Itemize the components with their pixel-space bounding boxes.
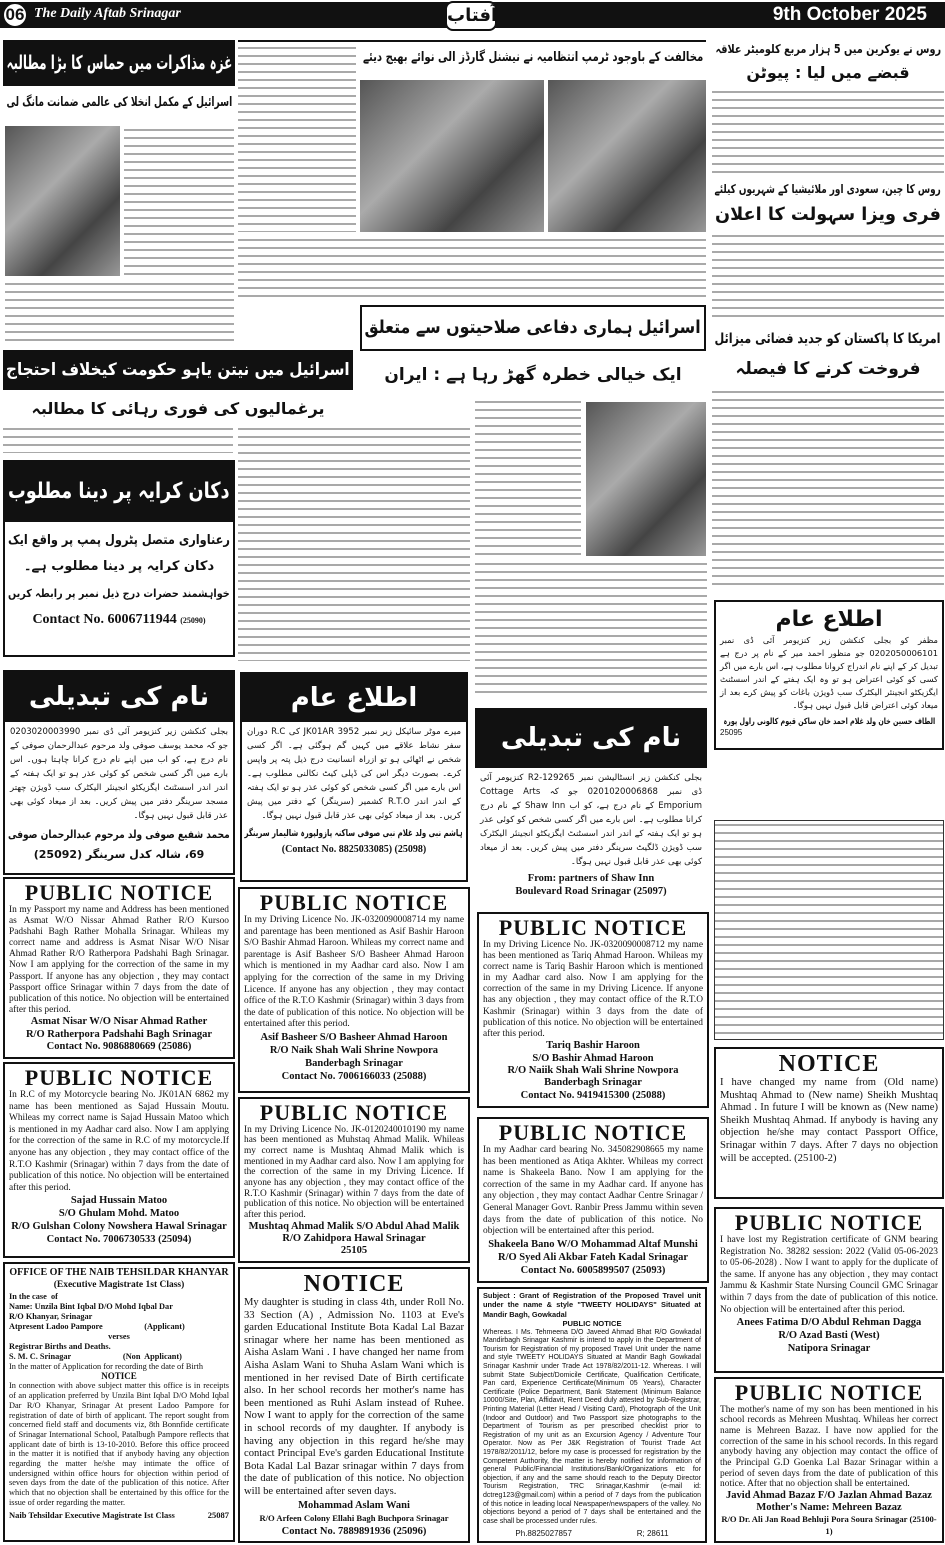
notice-title: NOTICE (303, 1271, 405, 1297)
box-content (720, 604, 938, 738)
box-content (720, 1051, 938, 1165)
fit-text: اسرائیل کے مکمل انخلا کی عالمی ضمانت مانگ لی (6, 94, 232, 110)
missile-headline-2 (712, 354, 944, 382)
urdu-body-text (3, 425, 233, 453)
national-guard-photo-2 (548, 80, 706, 232)
urdu-body-text (475, 560, 707, 698)
notice-signature: Contact No. 9086880669 (25086) (46, 1041, 192, 1053)
notice-title: PUBLIC NOTICE (498, 915, 688, 940)
public-info-ad (714, 600, 944, 750)
notice-signature: R/O Azad Basti (West) (778, 1330, 880, 1342)
fit-text: اطلاع عام (775, 606, 883, 632)
russia-headline-2 (712, 60, 944, 84)
ad-body: بجلی کنکشن زیر کنزیومر آئی ڈی نمبر 0203020003990 جو کہ محمد یوسف صوفی ولد مرحوم عبدالرحمان صوفی کے نام درج ہے، کو اب میں اپنے نام درج کرانا چاہتا ہوں۔ اس بارے میں اگر کسی شخص کو کوئی عذر ہو تو ایک ہفتہ کے اندر اندر اسسٹنٹ ایگزیکٹو انجینئر الیکٹرک سب ڈویژن چھتر مسجد سرینگر دفتر میں پیش کریں۔ بعد از میعاد کوئی بھی عذر قابل قبول نہیں ہوگا۔ (10, 727, 228, 821)
notice-body: The mother's name of my son has been mentioned in his school records as Mehreen Mushtaq. Whileas her correct name is Mehreen Bazaz. I have now applied for the correction of the same in his school records. In this regard anybody having any objection may contact the office of the Principal G.D Goenka Lal Bazar Srinagar within a period of seven days from the date of publication of this notice. After that no objection shall be entertained. (720, 1404, 938, 1490)
ad-ref: 25095 (720, 728, 743, 737)
box-content (9, 1266, 229, 1520)
notice-signature: Javid Ahmad Bazaz F/O Jazlan Ahmad Bazaz (726, 1490, 932, 1502)
ad-contact: (Contact No. 8825033085) (25098) (281, 844, 427, 855)
notice-title: PUBLIC NOTICE (734, 1210, 924, 1235)
shop-ad-line (5, 556, 233, 576)
notice-signature: R/O Arfeen Colony Ellahi Bagh Buchpora Srinagar (259, 1512, 449, 1523)
shop-ad-title (5, 462, 233, 522)
notice-signature: Contact No. 9419415300 (25088) (520, 1089, 666, 1101)
notice-signature: S/O Ghulam Mohd. Matoo (58, 1208, 180, 1220)
ad-sign: From: partners of Shaw Inn (527, 873, 655, 884)
notice-signature: Contact No. 6005899507 (25093) (520, 1264, 666, 1276)
tehsildar-notice (3, 1262, 235, 1542)
notice-signature: R/O Ratherpora Padshahi Bagh Srinagar (25, 1028, 213, 1040)
notice-signature: R/O Naiik Shah Wali Shrine Nowpora (507, 1065, 679, 1076)
ad-title (242, 674, 466, 722)
notice-signature: Anees Fatima D/O Abdul Rehman Dagga (736, 1317, 922, 1329)
fit-text: دکان کرایہ پر دینا مطلوب (8, 479, 230, 504)
ad-body: مظفر کو بجلی کنکشن زیر کنزیومر آئی ڈی نمبر 0202050006101 جو منظور احمد میر کے نام پر درج ہے تبدیل کر کے اپنے نام اندراج کروانا مطلوب ہے، اس بارے میں اگر کسی کو کوئی اعتراض ہو تو وہ ایک ہفتے کے اندر اسسٹنٹ ایگزیکٹو انجینئر الیکٹرک سب ڈویژن باغات کو پیش کرے بعد از میعاد کوئی اعتراض قابل قبول نہیں ہوگا۔ (720, 635, 938, 710)
ad-ref: (25090) (180, 616, 206, 625)
fit-text: روس کا چین، سعودی اور ملائیشیا کے شہریوں کیلئے (714, 182, 942, 196)
box-content (244, 1271, 464, 1538)
notice-signature: Asif Basheer S/O Basheer Ahmad Haroon (260, 1031, 448, 1043)
notice-body: In my Aadhar card bearing No. 345082908665 my name has been mentioned as Atiqa Akhter. Whileas my correct name is Shakeela Bano. Now I am applying for the correction of the same in my Aadhar card. If anyone has any objection , they may contact Aadhar Centre Srinagar / General Manager Govt. Ranbir Press Jammu within seven days from the date of publication of this notice. No objection will be entertained after this period. (483, 1145, 703, 1237)
notice-body: I have lost my Registration certificate of GNM bearing Registration No. 38282 session: 2022 (Valid 05-06-2023 to 05-06-2028) . Now I want to apply for the duplicate of the same. If anyone has any objection , they may contact Jammu & Kashmir State Nursing Council GMC Srinagar within 7 days from the date of publication of this notice. No objection will be entertained after this period. (720, 1235, 938, 1315)
box-content (720, 1381, 938, 1538)
notice-signature: Natipora Srinagar (787, 1343, 871, 1355)
guard-headline (360, 46, 706, 68)
notice-body: In my Driving Licence No. JK-0320090008712 my name has been mentioned as Tariq Ahmad Haroon. Whileas my correct name is Tariq Bashir Haroon which is mentioned in my Aadhar card also. Now I am applying for the correction of the same in my Driving Licence. If anyone has any objection , they may contact office of the R.T.O Kashmir (Srinagar) within 3 days from the date of publication of this notice. No objection will be entertained after this period. (483, 939, 703, 1039)
box-content (483, 916, 703, 1102)
fit-text: یرغمالیوں کی فوری رہائی کا مطالبہ (31, 398, 325, 418)
box-content (9, 1066, 229, 1246)
notice-title: NOTICE (101, 1371, 137, 1382)
notice-title: PUBLIC NOTICE (24, 1065, 214, 1090)
notice-signature: Mushtaq Ahmad Malik S/O Abdul Ahad Malik (248, 1220, 460, 1232)
urdu-body-text (124, 126, 234, 276)
notice-signature: R/O Syed Ali Akbar Fateh Kadal Srinagar (498, 1251, 688, 1263)
notice-title: PUBLIC NOTICE (562, 1319, 622, 1329)
fit-text: مخالفت کے باوجود ٹرمپ انتظامیہ نے نیشنل گارڈز الی نوائے بھیج دیئے (362, 49, 704, 65)
fit-text: ایک خیالی خطرہ گھڑ رہا ہے : ایران (384, 364, 682, 385)
office-rank: (Executive Magistrate 1st Class) (53, 1280, 185, 1290)
fit-text: روس نے یوکرین میں 5 ہزار مربع کلومیٹر علاقہ (715, 42, 941, 56)
box-content (242, 674, 466, 855)
tourism-notice (477, 1287, 707, 1543)
ad-body: بجلی کنکشن زیر انسٹالیشن نمبر 129265-R2 کنزیومر آئی ڈی نمبر 0201020006868 جو کہ Cottage Arts Emporium کے نام درج ہے، کو اب Shaw Inn کے نام درج کرانا مطلوب ہے۔ اس بارے میں اگر کسی شخص کو کوئی عذر ہو تو ایک ہفتہ کے اندر اندر اسسٹنٹ ایگزیکٹو انجینئر الیکٹرک سب ڈویژن ڈلگیٹ سرینگر دفتر میں پیش کریں۔ بعد از میعاد کوئی بھی عذر قابل قبول نہیں ہوگا۔ (480, 773, 702, 867)
notice-signature: R/O Gulshan Colony Nowshera Hawal Srinagar (11, 1221, 227, 1233)
notice-title: PUBLIC NOTICE (24, 880, 214, 905)
urdu-body-text (712, 88, 944, 176)
notice-body: Whereas. I Ms. Tehmeena D/O Javeed Ahmad Bhat R/O Gowkadal Mandirbagh Srinagar Kashmir is intend to apply in the Department of Tourism for Registration of my proposed Travel Unit under the name and style TWEETY HOLIDAYS Situated at Mandir Bagh Gowkadal Srinagar Kashmir under Trade Act 1978/82/2011-12. Whereas. I will submit State Subject/Domicile Certificate, Qualification Certificate, Pan card, Experience Certificate(Minimum 05 Years), Character Certificate (Police Department, Bank Statement (Minimum Balance 10000/Site, Plan, Affidavit, Rent Deed duly attested by Sub-Registrar, Printing Material (Letter Head / Visiting Card), Photograph of the Unit (Indoor and Outdoor) and Two Passport size photographs to the Department of Tourism as per prescribed checklist prior to Registration of my unit as an Excursion Agency / Adventure Tour Operator. Now as Per J&K Registration of Tourist Trade Act 1978/82/2011/12, before my case is processed for registration by the Competent Authority, the matter is hereby notified for information of general Public/Financial Institutions/Bank/Organizations etc for objection, if any and the same should reach to the Deputy Director Tourism Registration, TRC Srinagar,Kashmir (e-mail id: dctreg123@gmail.com) within a period of 7 days from the publication of this notice in leading local Newspaper/newspapers of the valley. No objections beyond a period of 7 days shall be entertained and the case shall be processed under rules. (483, 1328, 701, 1525)
matter-line: In the matter of Application for recording the date of Birth (9, 1362, 203, 1371)
fit-text: 69، شالہ کدل سرینگر (25092) (33, 847, 205, 861)
box-content (5, 672, 233, 862)
fit-text: محمد شفیع صوفی ولد مرحوم عبدالرحمان صوفی (8, 827, 230, 841)
notice-body: In R.C of my Motorcycle bearing No. JK01AN 6862 my name has been mentioned as Sajad Hussain Moutu. Whileas my correct name is Sajad Hussain Matoo which is mentioned in my Aadhar card also. Now I am applying for the correction of the same in R.C of my motorcycle.If anyone has any objection , they may contact office of the R.T.O Kashmir (Srinagar) within 7 days from the date of publication of this notice. No objection will be entertained after this period. (9, 1090, 229, 1193)
notice-signature: Shakeela Bano W/O Mohammad Altaf Munshi (488, 1238, 698, 1250)
notice-signature: Banderbagh Srinagar (544, 1077, 642, 1089)
public-notice (238, 1267, 470, 1543)
ad-body: میرے موٹر سائیکل زیر نمبر JK01AR 3952 کی R.C دوران سفر نشاط علاقے میں کہیں گم ہوگئی ہے۔ اگر کسی شخص نے اٹھائی ہو تو ازراہ انسانیت درج ذیل پتہ پر واپس کرے۔ بصورت دیگر اس کی ڈپلی کیٹ نکالنی مطلوب ہے۔ اس بارے میں اگر کسی شخص کو کوئی عذر ہو تو ایک ہفتہ کے اندر اندر R.T.O کشمیر (سرینگر) کے دفتر میں پیش کریں۔ بعد از میعاد کوئی بھی عذر قابل قبول نہیں ہوگا۔ (247, 727, 461, 821)
case-line: R/O Khanyar, Srinagar (9, 1312, 93, 1321)
notice-body: My daughter is studing in class 4th, under Roll No. 33 Section (A) , Admission No. 1103 at Eve's garden Educational Institute Bota Kadal Lal Bazar srinagar where her name has been mentioned as Aisha Aslam Wani . I have changed her name from Aisha Aslam Wani to Shuha Aslam Wani which is mentioned in her revised Date of Birth certificate also. In her school records her mother's name has been mentioned as Ruhi Aslam instead of Ruhee. Now I want to apply for the correction of the same in school records of my daughter. If anybody is having any objection in this regard he/she may contact Principal Eve's garden Educational Institute Bota Kadal Lal Bazar srinagar within 7 days from the date of publication of this notice. No objection will be entertained after seven days. (244, 1297, 464, 1497)
notice-signature: R/O Dr. Ali Jan Road Behluji Pora Soura Srinagar (25100-1) (721, 1514, 937, 1536)
ad-sign (720, 715, 938, 728)
russia-headline-1 (712, 40, 944, 58)
notice-signature: Mohammad Aslam Wani (298, 1499, 410, 1511)
urdu-tehsil-notice (714, 820, 944, 1040)
notice-body: In connection with above subject matter this office is in receipts of an application preferred by Unzila Bint Iqbal D/O Mohd Iqbal Dar R/O Khanyar, Srinagar At present Ladoo Pampore for registration of date of birth of applicant. The report sought from concerned field staff and documents viz, 8th Bonnfide certificate of Srinagar International School, Patalbugh Pampore reflects that applicant date of birth is 13-10-2010. Before this office proceed in the matter it is notified that if anybody having any objection regarding the matter he/she may intimate the office of undersigned within office hours for objection within period of seven days from the date of the publication of this notice. After which that no objection shall be entertained by this office for the issue of order regarding the matter. (9, 1381, 229, 1507)
notice-signature: Contact No. 7889891936 (25096) (281, 1525, 427, 1537)
urdu-body-text (712, 388, 944, 588)
notice-signature: Asmat Nisar W/O Nisar Ahmad Rather (30, 1016, 208, 1028)
case-line: Atpresent Ladoo Pampore (Applicant) (9, 1322, 185, 1331)
urdu-body-text (238, 44, 356, 232)
fit-text: اطلاع عام (290, 683, 418, 713)
notice-title: NOTICE (778, 1051, 880, 1077)
protest-headline (3, 350, 353, 390)
paper-name: The Daily Aftab Srinagar (34, 6, 181, 21)
case-lines (9, 1292, 229, 1362)
fit-text: امریکا کا پاکستان کو جدید فضائی میزائل (714, 331, 942, 347)
notice-title: PUBLIC NOTICE (734, 1380, 924, 1405)
fit-text: فری ویزا سہولت کا اعلان (715, 203, 941, 225)
notice-signature: Tariq Bashir Haroon (546, 1040, 640, 1052)
notice-subject: Subject : Grant of Registration of the Proposed Travel unit under the name & style "TWEETY HOLIDAYS" Situated at Mandir Bagh, Gowkadal (483, 1291, 701, 1319)
case-line: Name: Unzila Bint Iqbal D/O Mohd Iqbal Dar (9, 1302, 173, 1311)
urdu-body-text (5, 280, 234, 344)
box-content (5, 462, 233, 628)
iran-headline-1 (360, 305, 706, 351)
public-notice (714, 1377, 944, 1543)
public-notice (3, 877, 235, 1059)
missile-headline-1 (712, 328, 944, 350)
office-title: OFFICE OF THE NAIB TEHSILDAR KHANYAR (9, 1267, 229, 1278)
shop-ad-line (5, 584, 233, 602)
fit-text: نام کی تبدیلی (28, 682, 210, 712)
notice-signature: Sajad Hussain Matoo (70, 1195, 168, 1207)
ad-title (720, 604, 938, 634)
notice-ref: R; 28611 (636, 1529, 669, 1539)
public-notice (714, 1047, 944, 1199)
notice-body: I have changed my name from (Old name) Mushtaq Ahmad to (New name) Sheikh Mushtaq Ahmad . In future I will be known as (New name) Sheikh Mushtaq Ahmad. If anybody is having any objection he/she may contact Passport Office, Srinagar within 7 days. After 7 days no objection will be accepted. (25100-2) (720, 1077, 938, 1164)
ad-sign (242, 826, 466, 840)
ad-address (5, 846, 233, 862)
notice-phone: Ph.8825027857 (515, 1529, 572, 1539)
notice-signature: R/O Naik Shah Wali Shrine Nowpora (269, 1044, 439, 1056)
notice-ref: 25087 (207, 1509, 229, 1520)
public-notice (477, 912, 709, 1108)
urdu-body-text (238, 425, 470, 661)
box-content (9, 881, 229, 1054)
fit-text: الطاف حسین خان ولد غلام احمد خان ساکن قیوم کالونی راول پورہ (723, 717, 935, 727)
shop-rent-ad (3, 460, 235, 657)
fit-text: فروخت کرنے کا فیصلہ (735, 358, 921, 379)
notice-sign: Naib Tehsildar Executive Magistrate Ist Class (9, 1509, 175, 1520)
public-notice (477, 1117, 709, 1283)
public-info-ad (240, 672, 468, 882)
issue-date: 9th October 2025 (772, 4, 927, 25)
page-number: 06 (2, 2, 28, 28)
notice-signature: S/O Bashir Ahmad Haroon (532, 1052, 654, 1064)
shop-ad-contact: Contact No. 6006711944 (32, 612, 177, 627)
notice-signature: Mother's Name: Mehreen Bazaz (756, 1502, 902, 1514)
fit-text: قبضے میں لیا : پیوٹن (746, 62, 910, 82)
notice-signature: 25105 (340, 1244, 368, 1256)
case-line: In the case of (9, 1292, 58, 1301)
name-change-ad (475, 708, 707, 908)
fit-text: اسرائیل ہماری دفاعی صلاحیتوں سے متعلق (364, 317, 702, 338)
case-line: verses (108, 1332, 130, 1341)
iran-minister-photo (586, 402, 706, 556)
gaza-headline (3, 40, 235, 86)
gaza-subhead (3, 92, 235, 112)
public-notice (238, 1097, 470, 1263)
notice-title: PUBLIC NOTICE (259, 890, 449, 915)
ad-title (475, 708, 707, 768)
visa-headline-1 (712, 180, 944, 198)
divider (238, 40, 706, 42)
box-content (720, 1211, 938, 1355)
notice-signature: Banderbagh Srinagar (305, 1057, 403, 1069)
urdu-body-text (475, 398, 581, 556)
fit-text: غزہ مذاکرات میں حماس کا بڑا مطالبہ (6, 52, 232, 74)
fit-text: خواہشمند حضرات درج ذیل نمبر پر رابطہ کریں (8, 586, 230, 600)
masthead-bar (0, 2, 945, 28)
notice-signature: Contact No. 7006730533 (25094) (46, 1234, 192, 1246)
notice-title: PUBLIC NOTICE (498, 1120, 688, 1145)
name-change-ad (3, 670, 235, 875)
case-line: Registrar Births and Deaths. (9, 1342, 111, 1351)
notice-body: In my Driving Licence No. JK-0120240010190 my name has been mentioned as Muhstaq Ahmad Malik. Whileas my correct name is Mushtaq Ahmad Malik which is mentioned in my Aadhar card also. Now I am applying for the correction of the same in my Driving Licence. If anyone has any objection , they may contact office of the R.T.O Kashmir (Srinagar) within 7 days from the date of publication of this notice. No objection will be entertained after this period. (244, 1124, 464, 1221)
notice-body: In my Driving Licence No. JK-0320090008714 my name and parentage has been mentioned as Asif Bashir Haroon S/O Bashir Ahmad Haroon. Whileas my correct name and parentage is Asif Basheer S/O Basheer Ahmad Haroon which is mentioned in my Aadhar card also. Now I am applying for the correction of the same in my Driving Licence. If anyone has any objection , they may contact office of the R.T.O Kashmir (Srinagar) within 3 days from the date of publication of this notice. No objection will be entertained after this period. (244, 915, 464, 1030)
hamas-leader-photo (5, 126, 120, 276)
notice-signature: R/O Zahidpora Hawal Srinagar (282, 1232, 426, 1244)
visa-headline-2 (712, 200, 944, 228)
box-content (483, 1291, 701, 1538)
fit-text: دکان کرایہ پر دینا مطلوب ہے۔ (23, 558, 215, 574)
fit-text: رعناواری متصل پٹرول پمپ پر واقع ایک (8, 532, 230, 548)
box-content (483, 1121, 703, 1277)
case-line: S. M. C. Srinagar (Non Applicant) (9, 1352, 182, 1361)
ad-sign: Boulevard Road Srinagar (25097) (515, 886, 667, 897)
protest-subhead (3, 396, 353, 420)
national-guard-photo-1 (360, 80, 544, 232)
public-notice (714, 1207, 944, 1373)
urdu-body-text (238, 236, 706, 300)
notice-body: In my Passport my name and Address has been mentioned as Asmat W/O Nissar Ahmad Rather R/O Kursoo Padshahi Bagh Rather Mohalla Srinagar. Whileas my correct name and address is Asmat Nisar W/O Nisar Ahmad Rather R/O Ratherpora Padshahi Bagh Srinagar. Now I am applying for the correction of the same in my Passport. If anyone has any objection , they may contact Passport office Srinagar within 7 days from the date of publication of this notice. No objection will be entertained after this period. (9, 904, 229, 1016)
public-notice (3, 1062, 235, 1258)
shop-ad-line (5, 530, 233, 550)
box-content (475, 708, 707, 898)
fit-text: اسرائیل میں نیتن یاہو حکومت کیخلاف احتجاج (6, 360, 350, 380)
ad-title (5, 672, 233, 722)
notice-title: PUBLIC NOTICE (259, 1100, 449, 1125)
notice-signature: Contact No. 7006166033 (25088) (281, 1070, 427, 1082)
urdu-body-text (712, 232, 944, 322)
iran-headline-2 (360, 360, 706, 388)
box-content (244, 891, 464, 1083)
public-notice (238, 887, 470, 1093)
fit-text: ہاشم نبی ولد غلام نبی صوفی ساکنہ پازولپورہ شالیمار سرینگر (244, 827, 464, 839)
ad-sign (5, 826, 233, 842)
fit-text: نام کی تبدیلی (500, 723, 682, 753)
aftab-logo: آفتاب (445, 1, 497, 31)
box-content (244, 1101, 464, 1257)
